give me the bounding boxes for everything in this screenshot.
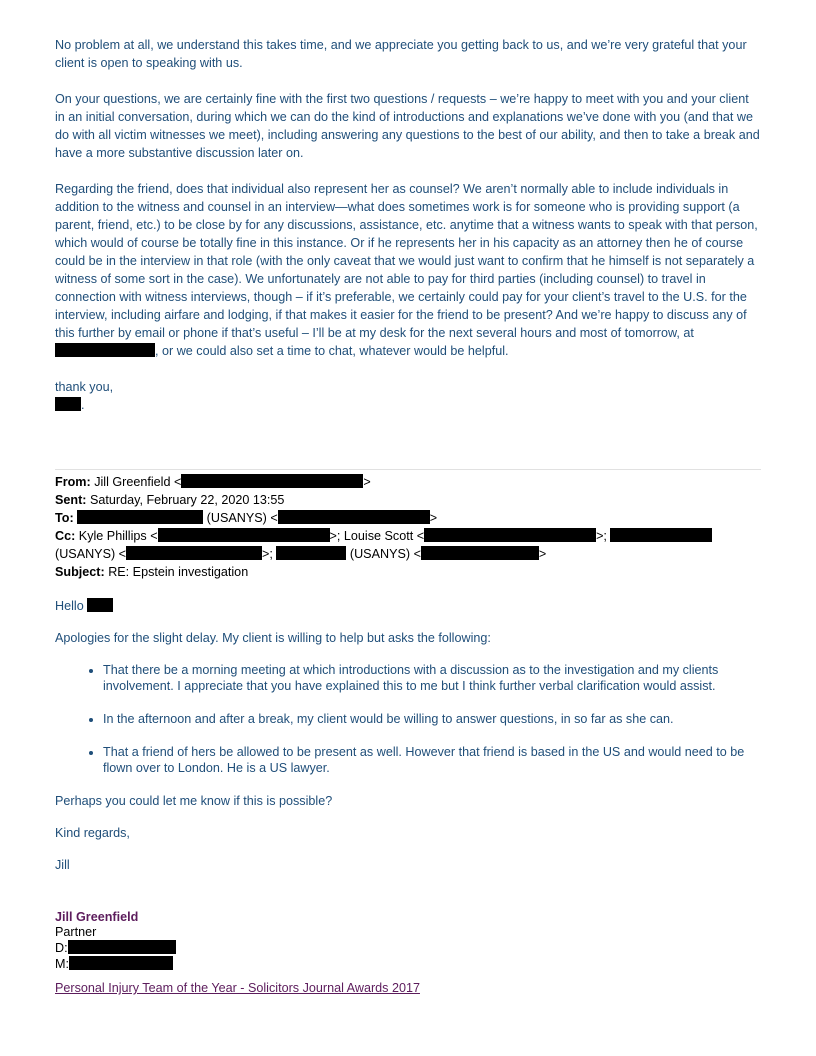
signature-name: Jill Greenfield xyxy=(55,910,139,924)
sent-label: Sent: xyxy=(55,493,87,507)
cc-part-2: >; Louise Scott < xyxy=(329,529,425,543)
request-list xyxy=(55,662,761,776)
redaction-box xyxy=(278,510,430,524)
redaction-box xyxy=(424,528,596,542)
cc-line-2 xyxy=(55,545,761,563)
greeting-text: Hello xyxy=(55,599,84,613)
cc-part-1: Kyle Phillips < xyxy=(78,529,158,543)
reply-signoff: thank you, xyxy=(55,380,114,394)
redaction-box xyxy=(126,546,262,560)
redaction-box xyxy=(55,343,155,357)
greeting xyxy=(55,598,761,614)
sender-first-name: Jill xyxy=(55,858,70,872)
reply-paragraph-2: On your questions, we are certainly fine with the first two questions / requests – we’re happy to meet with you and your client in an initial conversation, during which we can do the kind of introductions and explanations we’ve done with you (and that we do with all victim witnesses we meet), including answering any questions to the best of our ability, and then to take a break and have a more substantive discussion later on. xyxy=(55,92,760,160)
reply-body xyxy=(55,36,761,414)
list-item: • That there be a morning meeting at which introductions with a discussion as to the investigation and my clients involvement. I appreciate that you have explained this to me but I think further verbal clarification would assist. xyxy=(103,662,761,694)
redaction-box xyxy=(158,528,330,542)
reply-sender-period: . xyxy=(81,398,85,412)
to-end: > xyxy=(429,511,438,525)
reply-sender xyxy=(55,396,761,414)
from-line xyxy=(55,473,761,491)
redaction-box xyxy=(77,510,203,524)
direct-label: D: xyxy=(55,941,68,955)
cc-line xyxy=(55,527,761,545)
signature-block xyxy=(55,910,761,972)
subject-line xyxy=(55,563,761,581)
reply-paragraph-3 xyxy=(55,180,761,360)
award-link[interactable]: Personal Injury Team of the Year - Solicitors Journal Awards 2017 xyxy=(55,981,420,995)
cc-part-6: (USANYS) < xyxy=(346,547,421,561)
from-value: Jill Greenfield < xyxy=(94,475,182,489)
redaction-box xyxy=(610,528,712,542)
question-text: Perhaps you could let me know if this is possible? xyxy=(55,794,333,808)
redaction-box xyxy=(276,546,346,560)
redaction-box xyxy=(87,598,113,612)
to-label: To: xyxy=(55,511,74,525)
cc-label: Cc: xyxy=(55,529,76,543)
redaction-box xyxy=(55,397,81,411)
redaction-box xyxy=(181,474,363,488)
mobile-label: M: xyxy=(55,957,69,971)
sent-line xyxy=(55,491,761,509)
subject-value: RE: Epstein investigation xyxy=(108,565,249,579)
direct-line xyxy=(55,940,761,956)
cc-part-3: >; xyxy=(596,529,607,543)
subject-label: Subject: xyxy=(55,565,105,579)
list-item: • That a friend of hers be allowed to be present as well. However that friend is based in the US and would need to be flown over to London. He is a US lawyer. xyxy=(103,744,761,776)
to-line xyxy=(55,509,761,527)
to-mid: (USANYS) < xyxy=(203,511,278,525)
reply-paragraph-3-text-b: , or we could also set a time to chat, whatever would be helpful. xyxy=(155,344,509,358)
email-header xyxy=(55,473,761,581)
signature-title: Partner xyxy=(55,925,97,939)
cc-part-4: (USANYS) < xyxy=(55,547,127,561)
redaction-box xyxy=(69,956,173,970)
redaction-box xyxy=(421,546,539,560)
redaction-box xyxy=(68,940,176,954)
reply-paragraph-3-text-a: Regarding the friend, does that individual also represent her as counsel? We aren’t normally able to include individuals in addition to the witness and counsel in an interview—what does sometimes work is for someone who is providing support (a parent, friend, etc.) to be close by for any discussions, assistance, etc. anytime that a witness wants to speak with that person, which would of course be totally fine in this instance. Or if he represents her in his capacity as an attorney then he of course could be in the interview in that role (with the only caveat that we would just want to confirm that he himself is not separately a witness of some sort in the case). We unfortunately are not able to pay for third parties (including counsel) to travel in connection with witness interviews, though – if it’s preferable, we certainly could pay for your client’s travel to the U.S. for the interview, including airfare and lodging, if that makes it easier for the friend to be present? And we’re happy to discuss any of this further by email or phone if that’s useful – I’ll be at my desk for the next several hours and most of tomorrow, at xyxy=(55,182,758,340)
header-divider xyxy=(55,469,761,470)
cc-part-7: > xyxy=(538,547,547,561)
intro-text: Apologies for the slight delay. My client is willing to help but asks the following: xyxy=(55,631,491,645)
sent-value: Saturday, February 22, 2020 13:55 xyxy=(89,493,285,507)
cc-part-5: >; xyxy=(262,547,273,561)
list-item: • In the afternoon and after a break, my client would be willing to answer questions, in so far as she can. xyxy=(103,711,761,727)
reply-paragraph-1: No problem at all, we understand this takes time, and we appreciate you getting back to us, and we’re very grateful that your client is open to speaking with us. xyxy=(55,38,747,70)
regards-text: Kind regards, xyxy=(55,826,130,840)
from-label: From: xyxy=(55,475,91,489)
mobile-line xyxy=(55,956,761,972)
original-message xyxy=(55,598,761,889)
from-end: > xyxy=(363,475,371,489)
